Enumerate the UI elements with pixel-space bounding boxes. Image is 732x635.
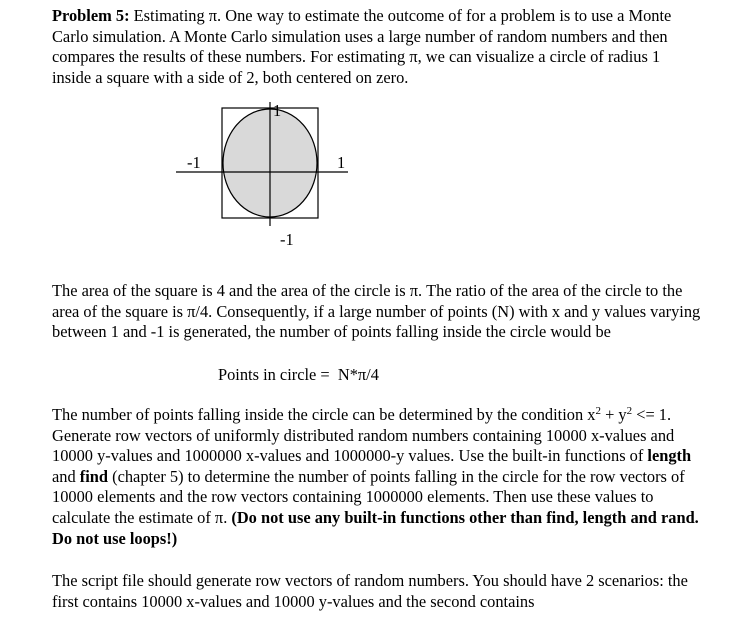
condition-text-2: + y	[600, 405, 627, 424]
area-paragraph: The area of the square is 4 and the area of the circle is π. The ratio of the area of the circle to the area of the square is π/4. Consequently, if a large number of points (N) with x and y values varying between 1 and -1 is generated, the number of points falling inside the circle would be	[52, 281, 701, 342]
circle-in-square-diagram	[172, 100, 362, 256]
problem-statement	[52, 6, 702, 88]
condition-text-4: and	[52, 466, 80, 486]
formula-expression: N*π/4	[337, 365, 379, 384]
label-top: 1	[273, 101, 282, 120]
superscript-2: 2	[626, 405, 633, 417]
points-in-circle-formula	[218, 365, 379, 386]
condition-text-5: (chapter 5) to determine the number of points falling in the circle for the row vectors of 10000 elements and the row vectors containing 1000000 elements. Then use these values to calculate the estimate of π.	[52, 466, 685, 527]
condition-text-1: The number of points falling inside the circle can be determined by the condition x	[52, 405, 596, 424]
script-paragraph: The script file should generate row vectors of random numbers. You should have 2 scenarios: the first contains 10000 x-values and 10000 y-values and the second contains	[52, 571, 688, 611]
condition-text-3: <= 1. Generate row vectors of uniformly distributed random numbers containing 10000 x-values and 10000 y-values and 1000000 x-values and 1000000-y values. Use the built-in functions of	[52, 405, 675, 466]
label-left: -1	[187, 153, 201, 172]
restriction-note: (Do not use any built-in functions other than find, length and rand. Do not use loops!)	[52, 507, 699, 548]
superscript-2: 2	[595, 405, 601, 417]
keyword-find: find	[79, 466, 109, 486]
diagram-svg	[172, 100, 362, 250]
problem-intro: One way to estimate the outcome of for a problem is to use a Monte Carlo simulation. A Monte Carlo simulation uses a large number of random numbers and then compares the results of these numbers. For estimating π, we can visualize a circle of radius 1 inside a square with a side of 2, both centered on zero.	[52, 6, 672, 87]
formula-label: Points in circle =	[218, 365, 330, 384]
condition-paragraph	[52, 405, 702, 549]
problem-title: Estimating π.	[133, 6, 222, 25]
label-bottom: -1	[280, 230, 294, 249]
label-right: 1	[337, 153, 346, 172]
keyword-length: length	[647, 446, 692, 466]
problem-label: Problem 5:	[52, 6, 130, 25]
